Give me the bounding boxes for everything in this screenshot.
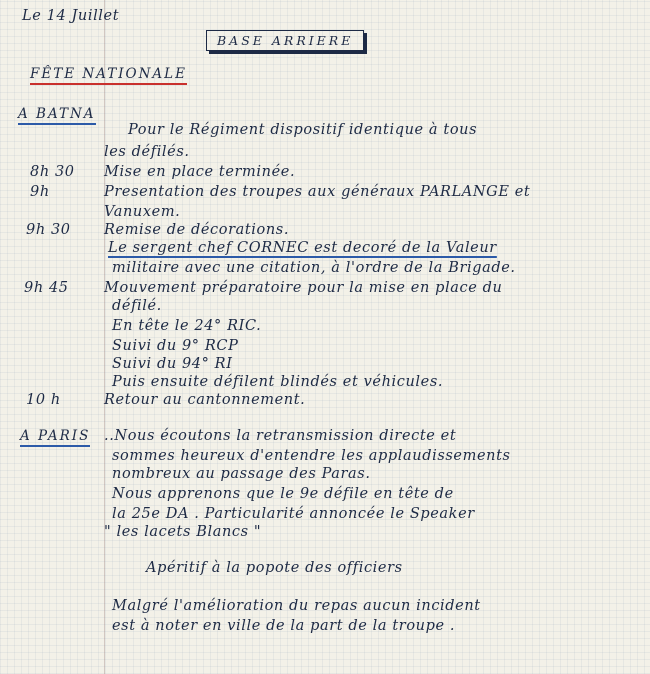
margin-line xyxy=(104,0,105,674)
entry-0945-line-6: Puis ensuite défilent blindés et véhicules. xyxy=(112,374,444,390)
entry-0930-line-3: militaire avec une citation, à l'ordre de la Brigade. xyxy=(112,260,516,276)
paris-line-2: sommes heureux d'entendre les applaudissements xyxy=(112,448,511,464)
entry-0945-line-2: défilé. xyxy=(112,298,162,314)
section-title: FÊTE NATIONALE xyxy=(30,66,187,85)
base-arriere-box: BASE ARRIERE xyxy=(206,30,364,51)
paris-line-1: ..Nous écoutons la retransmission directe et xyxy=(104,428,457,444)
entry-0900-line-1: Presentation des troupes aux généraux PARLANGE et xyxy=(104,184,531,200)
time-0900: 9h xyxy=(30,184,50,200)
time-0930: 9h 30 xyxy=(26,222,71,238)
paris-aperitif: Apéritif à la popote des officiers xyxy=(146,560,403,576)
paris-line-4: Nous apprenons que le 9e défile en tête de xyxy=(112,486,454,502)
paris-line-9: est à noter en ville de la part de la troupe . xyxy=(112,618,456,634)
entry-0930-line-2: Le sergent chef CORNEC est decoré de la Valeur xyxy=(108,240,497,256)
batna-intro-line-1: Pour le Régiment dispositif identique à tous xyxy=(128,122,478,138)
entry-0830: Mise en place terminée. xyxy=(104,164,296,180)
entry-0945-line-1: Mouvement préparatoire pour la mise en place du xyxy=(104,280,503,296)
paris-label: A PARIS xyxy=(20,428,90,447)
entry-0900-line-2: Vanuxem. xyxy=(104,204,181,220)
entry-1000: Retour au cantonnement. xyxy=(104,392,306,408)
batna-label: A BATNA xyxy=(18,106,96,125)
paris-line-8: Malgré l'amélioration du repas aucun incident xyxy=(112,598,481,614)
paris-line-5: la 25e DA . Particularité annoncée le Speaker xyxy=(112,506,475,522)
entry-date: Le 14 Juillet xyxy=(22,8,120,24)
time-0830: 8h 30 xyxy=(30,164,75,180)
batna-intro-line-2: les défilés. xyxy=(104,144,190,160)
paris-line-3: nombreux au passage des Paras. xyxy=(112,466,371,482)
paris-line-6: " les lacets Blancs " xyxy=(104,524,262,540)
entry-0930-line-1: Remise de décorations. xyxy=(104,222,290,238)
time-0945: 9h 45 xyxy=(24,280,69,296)
entry-0945-line-5: Suivi du 94° RI xyxy=(112,356,233,372)
entry-0945-line-4: Suivi du 9° RCP xyxy=(112,338,239,354)
time-1000: 10 h xyxy=(26,392,61,408)
entry-0945-line-3: En tête le 24° RIC. xyxy=(112,318,262,334)
